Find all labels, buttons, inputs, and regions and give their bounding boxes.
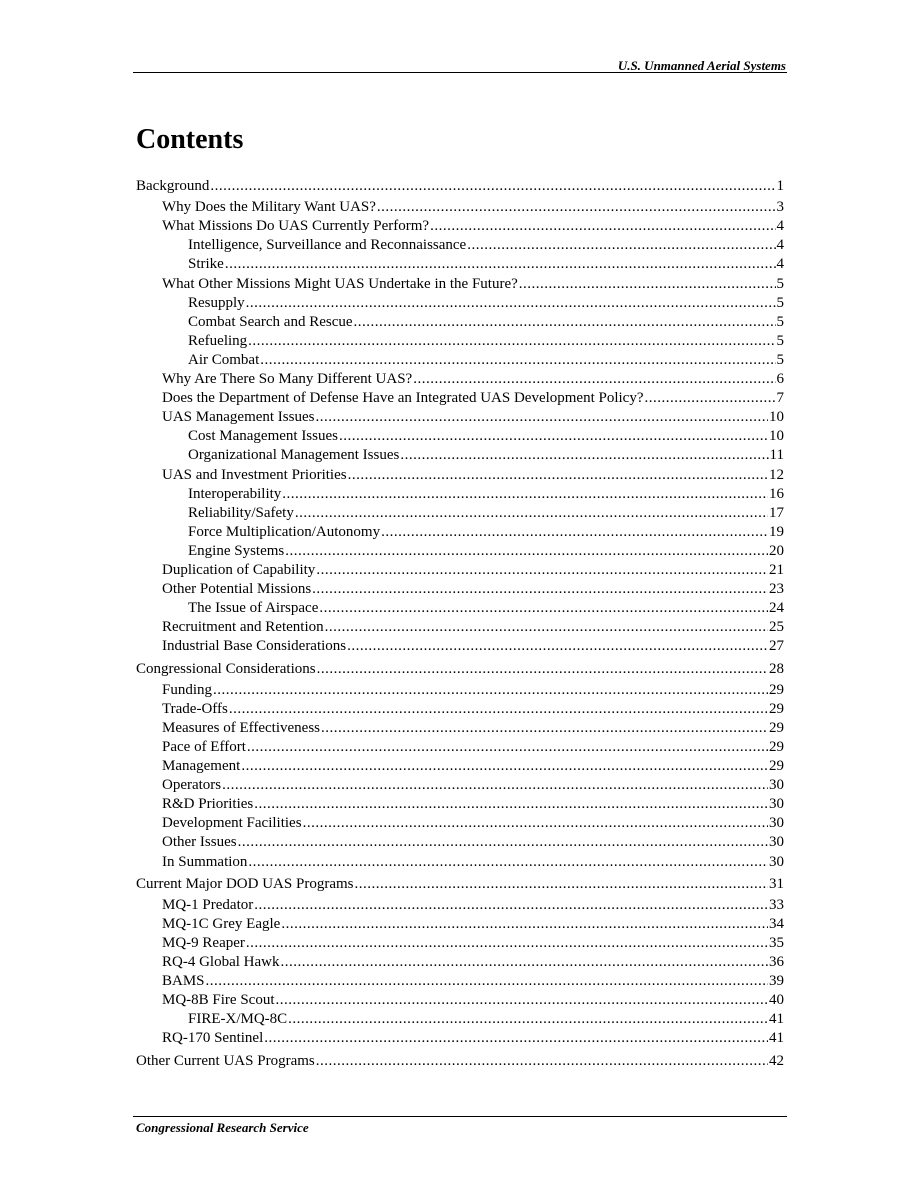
toc-dot-leader [276, 991, 769, 1010]
toc-dot-leader [225, 255, 776, 274]
toc-entry[interactable] [162, 833, 784, 852]
toc-entry-label: Measures of Effectiveness [162, 719, 320, 736]
toc-dot-leader [280, 953, 768, 972]
toc-entry[interactable] [136, 177, 784, 196]
toc-entry[interactable] [162, 561, 784, 580]
toc-entry-label: Other Potential Missions [162, 581, 312, 598]
toc-dot-leader [413, 370, 775, 389]
toc-entry[interactable] [188, 236, 784, 255]
toc-dot-leader [238, 833, 768, 852]
toc-entry[interactable] [162, 795, 784, 814]
toc-entry-label: UAS and Investment Priorities [162, 466, 347, 483]
toc-page-number: 27 [769, 638, 784, 655]
toc-dot-leader [645, 389, 776, 408]
toc-entry-label: Organizational Management Issues [188, 447, 400, 464]
toc-dot-leader [254, 795, 768, 814]
toc-entry-label: Does the Department of Defense Have an Integrated UAS Development Policy? [162, 390, 644, 407]
toc-page-number: 20 [769, 542, 784, 559]
toc-entry[interactable] [162, 389, 784, 408]
toc-entry[interactable] [162, 915, 784, 934]
header-divider [133, 72, 787, 73]
toc-page-number: 41 [769, 1030, 784, 1047]
toc-entry[interactable] [162, 934, 784, 953]
toc-entry[interactable] [188, 599, 784, 618]
toc-entry-label: Trade-Offs [162, 700, 228, 717]
toc-page-number: 6 [776, 371, 784, 387]
toc-page-number: 35 [769, 934, 784, 951]
toc-dot-leader [248, 853, 768, 872]
toc-page-number: 29 [769, 700, 784, 717]
toc-entry-label: Management [162, 758, 241, 774]
toc-entry-label: Why Are There So Many Different UAS? [162, 371, 413, 387]
toc-entry[interactable] [162, 700, 784, 719]
toc-dot-leader [400, 446, 768, 465]
toc-entry-label: Interoperability [188, 485, 282, 502]
toc-page-number: 5 [776, 313, 784, 330]
toc-dot-leader [339, 427, 768, 446]
toc-dot-leader [303, 814, 768, 833]
toc-page-number: 12 [769, 466, 784, 483]
toc-entry-label: Resupply [188, 294, 245, 311]
toc-entry-label: R&D Priorities [162, 796, 254, 813]
toc-page-number: 42 [769, 1052, 784, 1069]
toc-entry[interactable] [162, 618, 784, 637]
toc-entry-label: Congressional Considerations [136, 660, 316, 677]
toc-dot-leader [325, 618, 768, 637]
toc-page-number: 10 [769, 428, 784, 445]
toc-entry-label: Engine Systems [188, 542, 285, 559]
toc-entry-label: Refueling [188, 332, 248, 349]
toc-entry[interactable] [162, 853, 784, 872]
toc-entry-label: Cost Management Issues [188, 428, 338, 445]
toc-entry-label: BAMS [162, 973, 205, 990]
toc-page-number: 4 [776, 237, 784, 254]
toc-dot-leader [354, 313, 776, 332]
toc-entry-label: Pace of Effort [162, 738, 246, 755]
toc-page-number: 36 [769, 954, 784, 970]
toc-entry-label: Development Facilities [162, 815, 302, 832]
toc-dot-leader [467, 236, 775, 255]
toc-dot-leader [317, 660, 768, 679]
toc-dot-leader [246, 934, 768, 953]
toc-page-number: 39 [769, 973, 784, 990]
toc-page-number: 34 [769, 915, 784, 932]
toc-entry[interactable] [162, 408, 784, 427]
toc-entry-label: MQ-9 Reaper [162, 934, 245, 951]
toc-page-number: 1 [776, 178, 784, 194]
toc-entry[interactable] [162, 198, 784, 217]
toc-page-number: 10 [769, 409, 784, 426]
toc-entry[interactable] [162, 991, 784, 1010]
toc-entry[interactable] [188, 446, 784, 465]
toc-dot-leader [377, 198, 776, 217]
toc-page-number: 21 [769, 562, 784, 578]
toc-dot-leader [285, 542, 768, 561]
toc-entry[interactable] [162, 972, 784, 991]
toc-dot-leader [281, 915, 768, 934]
toc-entry[interactable] [136, 660, 784, 679]
toc-dot-leader [381, 523, 768, 542]
toc-entry[interactable] [162, 814, 784, 833]
toc-entry[interactable] [162, 370, 784, 389]
toc-entry-label: Funding [162, 681, 213, 698]
toc-entry[interactable] [188, 255, 784, 274]
toc-page-number: 25 [769, 619, 784, 636]
toc-page-number: 5 [776, 294, 784, 311]
toc-entry[interactable] [136, 1052, 784, 1071]
toc-page-number: 24 [769, 600, 784, 617]
toc-page-number: 19 [769, 523, 784, 540]
toc-entry[interactable] [188, 427, 784, 446]
toc-dot-leader [222, 776, 768, 795]
toc-entry-label: What Missions Do UAS Currently Perform? [162, 218, 430, 235]
toc-page-number: 30 [769, 796, 784, 813]
toc-entry[interactable] [188, 332, 784, 351]
toc-page-number: 28 [769, 660, 784, 677]
page-title: Contents [136, 124, 244, 155]
toc-page-number: 16 [769, 485, 784, 502]
toc-entry[interactable] [162, 637, 784, 656]
toc-entry-label: Operators [162, 777, 222, 794]
toc-dot-leader [241, 757, 768, 776]
toc-entry[interactable] [188, 485, 784, 504]
toc-page-number: 29 [769, 681, 784, 698]
toc-entry-label: MQ-1 Predator [162, 896, 254, 913]
toc-entry-label: Other Issues [162, 834, 237, 851]
toc-dot-leader [430, 217, 775, 236]
toc-dot-leader [354, 875, 768, 894]
toc-page-number: 5 [776, 351, 784, 368]
toc-page-number: 4 [776, 218, 784, 235]
toc-entry-label: Intelligence, Surveillance and Reconnaissance [188, 237, 467, 254]
toc-entry-label: Combat Search and Rescue [188, 313, 353, 330]
toc-dot-leader [321, 719, 768, 738]
toc-dot-leader [260, 351, 775, 370]
toc-entry[interactable] [136, 875, 784, 894]
toc-page-number: 5 [776, 275, 784, 292]
toc-page-number: 23 [769, 581, 784, 598]
toc-entry[interactable] [188, 313, 784, 332]
toc-entry-label: MQ-8B Fire Scout [162, 992, 275, 1009]
toc-entry[interactable] [188, 523, 784, 542]
toc-dot-leader [519, 275, 776, 294]
toc-dot-leader [315, 408, 768, 427]
toc-dot-leader [264, 1029, 768, 1048]
toc-dot-leader [282, 485, 768, 504]
toc-entry[interactable] [162, 719, 784, 738]
toc-entry-label: Other Current UAS Programs [136, 1052, 315, 1069]
toc-entry[interactable] [162, 1029, 784, 1048]
toc-page-number: 29 [769, 719, 784, 736]
toc-entry-label: Why Does the Military Want UAS? [162, 199, 376, 216]
toc-page-number: 5 [776, 332, 784, 349]
toc-page-number: 30 [769, 853, 784, 870]
toc-page-number: 30 [769, 834, 784, 851]
toc-entry-label: The Issue of Airspace [188, 600, 319, 617]
toc-entry-label: Recruitment and Retention [162, 619, 324, 636]
toc-entry[interactable] [162, 466, 784, 485]
toc-dot-leader [247, 738, 768, 757]
toc-page-number: 40 [769, 992, 784, 1009]
toc-entry-label: Strike [188, 256, 224, 273]
toc-page-number: 17 [769, 504, 784, 521]
toc-entry[interactable] [188, 351, 784, 370]
toc-page-number: 41 [769, 1011, 784, 1028]
toc-entry-label: Duplication of Capability [162, 562, 316, 578]
toc-dot-leader [206, 972, 768, 991]
toc-entry-label: Background [136, 178, 210, 194]
toc-entry[interactable] [162, 738, 784, 757]
toc-page-number: 30 [769, 777, 784, 794]
toc-entry[interactable] [162, 776, 784, 795]
toc-page-number: 31 [769, 875, 784, 892]
footer-divider [133, 1116, 787, 1117]
toc-page-number: 30 [769, 815, 784, 832]
toc-page-number: 7 [776, 390, 784, 407]
toc-dot-leader [246, 294, 776, 313]
toc-entry[interactable] [162, 896, 784, 915]
toc-dot-leader [319, 599, 768, 618]
toc-entry[interactable] [188, 504, 784, 523]
toc-entry-label: Air Combat [188, 351, 260, 368]
toc-dot-leader [348, 466, 768, 485]
toc-entry[interactable] [162, 681, 784, 700]
toc-entry[interactable] [188, 294, 784, 313]
toc-entry[interactable] [162, 275, 784, 294]
toc-page-number: 29 [769, 758, 784, 774]
toc-page-number: 4 [776, 256, 784, 273]
toc-dot-leader [254, 896, 768, 915]
toc-entry-label: What Other Missions Might UAS Undertake in the Future? [162, 275, 518, 292]
toc-entry[interactable] [162, 217, 784, 236]
toc-entry-label: Reliability/Safety [188, 504, 294, 521]
toc-dot-leader [295, 504, 768, 523]
toc-entry[interactable] [162, 757, 784, 776]
toc-dot-leader [213, 681, 768, 700]
toc-entry-label: RQ-4 Global Hawk [162, 954, 280, 970]
toc-entry-label: Force Multiplication/Autonomy [188, 523, 381, 540]
toc-dot-leader [316, 1052, 768, 1071]
toc-entry[interactable] [162, 580, 784, 599]
toc-page-number: 33 [769, 896, 784, 913]
toc-page-number: 29 [769, 738, 784, 755]
toc-entry-label: Industrial Base Considerations [162, 638, 347, 655]
toc-dot-leader [229, 700, 768, 719]
toc-entry-label: FIRE-X/MQ-8C [188, 1011, 288, 1028]
running-header: U.S. Unmanned Aerial Systems [617, 58, 786, 73]
toc-entry-label: MQ-1C Grey Eagle [162, 915, 281, 932]
toc-dot-leader [316, 561, 768, 580]
toc-dot-leader [248, 332, 775, 351]
toc-entry[interactable] [188, 542, 784, 561]
toc-page-number: 11 [769, 447, 784, 464]
toc-dot-leader [210, 177, 775, 196]
toc-entry-label: In Summation [162, 853, 248, 870]
toc-page-number: 3 [776, 199, 784, 216]
running-footer: Congressional Research Service [136, 1120, 309, 1135]
toc-entry-label: Current Major DOD UAS Programs [136, 875, 354, 892]
toc-entry[interactable] [162, 953, 784, 972]
toc-dot-leader [288, 1010, 768, 1029]
toc-dot-leader [312, 580, 768, 599]
toc-dot-leader [347, 637, 768, 656]
toc-entry[interactable] [188, 1010, 784, 1029]
toc-entry-label: RQ-170 Sentinel [162, 1030, 264, 1047]
toc-entry-label: UAS Management Issues [162, 409, 315, 426]
